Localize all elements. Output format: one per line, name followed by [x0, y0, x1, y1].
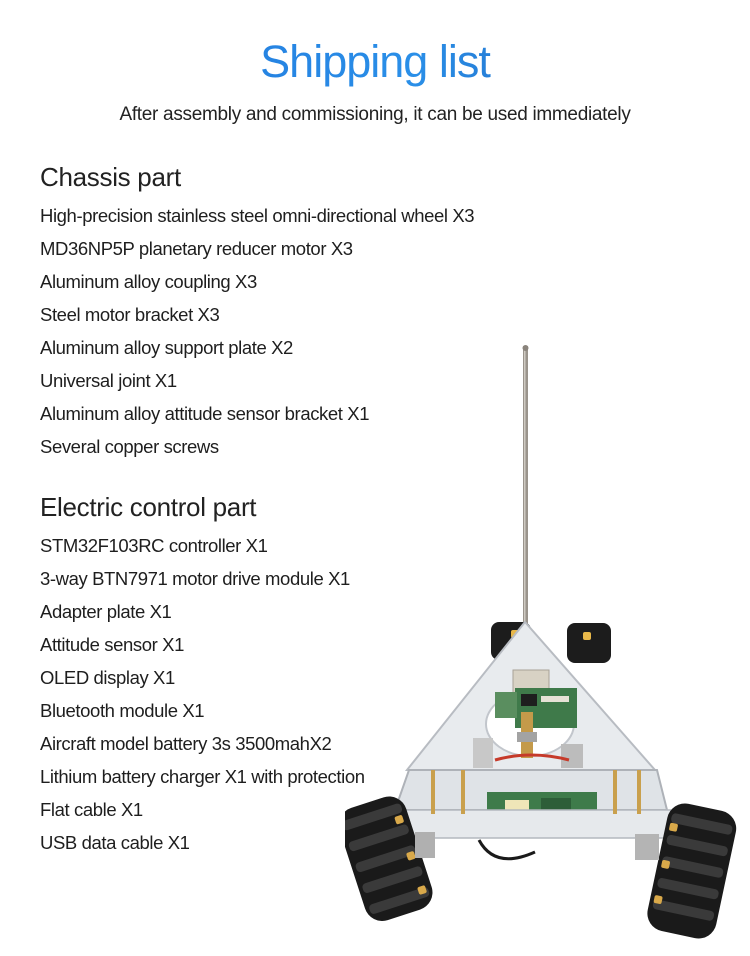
section-title: Chassis part: [40, 162, 181, 192]
list-item: 3-way BTN7971 motor drive module X1: [40, 568, 350, 589]
list-item: High-precision stainless steel omni-directional wheel X3: [40, 205, 475, 226]
list-item: Flat cable X1: [40, 799, 143, 820]
list-item: Bluetooth module X1: [40, 700, 205, 721]
page-title: Shipping list: [0, 36, 750, 88]
list-item: Aircraft model battery 3s 3500mahX2: [40, 733, 332, 754]
list-item: Several copper screws: [40, 436, 219, 457]
robot-image: [345, 340, 750, 956]
list-item: STM32F103RC controller X1: [40, 535, 268, 556]
page-subtitle: After assembly and commissioning, it can be used immediately: [119, 104, 631, 125]
list-item: Lithium battery charger X1 with protection: [40, 766, 365, 787]
list-item: Aluminum alloy support plate X2: [40, 337, 293, 358]
list-item: Aluminum alloy coupling X3: [40, 271, 257, 292]
list-item: Adapter plate X1: [40, 601, 172, 622]
list-item: MD36NP5P planetary reducer motor X3: [40, 238, 353, 259]
list-item: Attitude sensor X1: [40, 634, 184, 655]
list-item: Steel motor bracket X3: [40, 304, 220, 325]
list-item: Universal joint X1: [40, 370, 177, 391]
list-item: USB data cable X1: [40, 832, 190, 853]
section-title: Electric control part: [40, 492, 257, 522]
list-item: Aluminum alloy attitude sensor bracket X1: [40, 403, 370, 424]
list-item: OLED display X1: [40, 667, 175, 688]
